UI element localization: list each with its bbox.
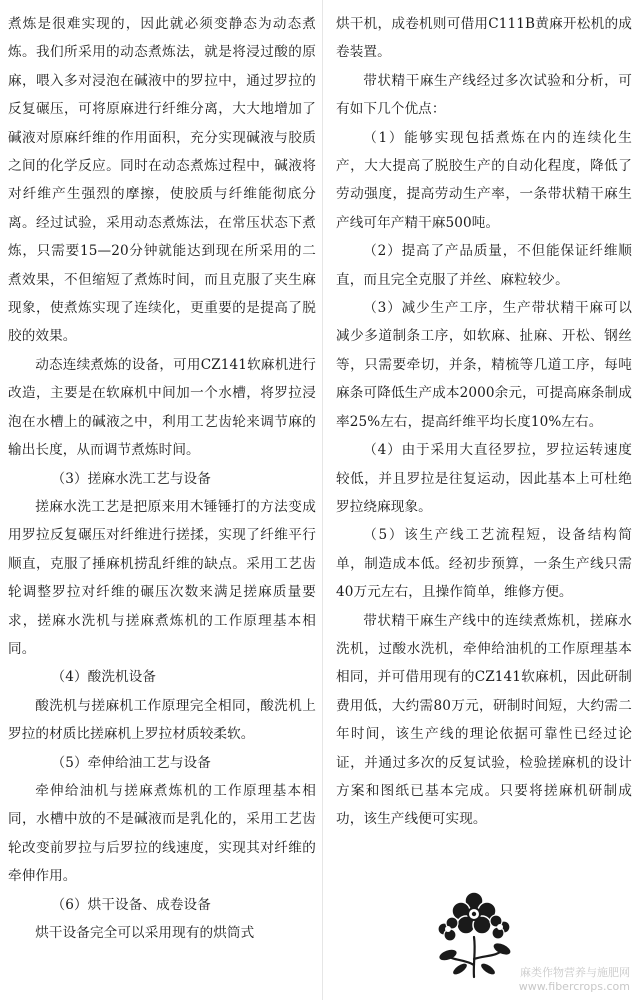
section-heading-4: （4）酸洗机设备 (51, 669, 157, 686)
advantage-item-1: （1）能够实现包括煮炼在内的连续化生产，大大提高了脱胶生产的自动化程度，降低了劳动强度，提高劳动生产率，一条带状精干麻生产线可年产精干麻500吨。 (336, 129, 632, 231)
watermark-url: www.fibercrops.com (518, 980, 630, 993)
site-watermark (519, 966, 630, 994)
left-paragraph-4: 酸洗机与搓麻机工作原理完全相同，酸洗机上罗拉的材质比搓麻机上罗拉材质较柔软。 (8, 697, 316, 743)
watermark-title: 麻类作物营养与施肥网 (520, 966, 630, 979)
left-paragraph-1: 煮炼是很难实现的，因此就必须变静态为动态煮炼。我们所采用的动态煮炼法，就是将浸过酸的原麻，喂入多对浸泡在碱液中的罗拉中，通过罗拉的反复碾压，可将原麻进行纤维分离，大大地增加了碱液对原麻纤维的作用面积，充分实现碱液与胶质之间的化学反应。同时在动态煮炼过程中，碱液将对纤维产生强烈的摩擦，使胶质与纤维能彻底分离。经过试验，采用动态煮炼法，在常压状态下煮炼，只需要15—20分钟就能达到现在所采用的二煮效果，不但缩短了煮炼时间，而且克服了夹生麻现象，使煮炼实现了连续化，更重要的是提高了脱胶的效果。 (8, 16, 316, 345)
advantage-item-5: （5）该生产线工艺流程短，设备结构简单，制造成本低。经初步预算，一条生产线只需40万元左右，且操作简单，维修方便。 (336, 527, 632, 601)
left-paragraph-5: 牵伸给油机与搓麻煮炼机的工作原理基本相同，水槽中放的不是碱液而是乳化的，采用工艺齿轮改变前罗拉与后罗拉的线速度，实现其对纤维的牵伸作用。 (8, 782, 316, 885)
advantage-item-2: （2）提高了产品质量，不但能保证纤维顺直，而且完全克服了并丝、麻粒较少。 (336, 243, 632, 288)
right-paragraph-3: 带状精干麻生产线中的连续煮炼机，搓麻水洗机，过酸水洗机，牵伸给油机的工作原理基本相同，并可借用现有的CZ141软麻机，因此研制费用低，大约需80万元，研制时间短，大约需二年时间，该生产线的理论依据可靠性已经过论证，并通过多次的反复试验，检验搓麻机的设计方案和图纸已基本完成。只要将搓麻机研制成功，该生产线便可实现。 (336, 612, 632, 828)
section-heading-3: （3）搓麻水洗工艺与设备 (51, 470, 211, 487)
section-heading-6: （6）烘干设备、成卷设备 (51, 896, 211, 913)
advantage-item-3: （3）减少生产工序，生产带状精干麻可以减少多道制条工序，如软麻、扯麻、开松、钢丝等，只需要牵切，并条，精梳等几道工序，每吨麻条可降低生产成本2000余元，可提高麻条制成率25%左右，提高纤维平均长度10%左右。 (336, 300, 632, 430)
left-column (8, 10, 316, 947)
flower-ornament-icon (430, 885, 518, 980)
left-paragraph-3: 搓麻水洗工艺是把原来用木锤锤打的方法变成用罗拉反复碾压对纤维进行搓揉，实现了纤维平行顺直，克服了捶麻机捞乱纤维的缺点。采用工艺齿轮调整罗拉对纤维的碾压次数来满足搓麻质量要求，搓麻水洗机与搓麻煮炼机的工作原理基本相同。 (8, 498, 316, 657)
left-paragraph-2: 动态连续煮炼的设备，可用CZ141软麻机进行改造，主要是在软麻机中间加一个水槽，将罗拉浸泡在水槽上的碱液之中，利用工艺齿轮来调节麻的输出长度，从而调节煮炼时间。 (8, 356, 316, 459)
section-heading-5: （5）牵伸给油工艺与设备 (51, 754, 211, 771)
right-paragraph-1: 烘干机，成卷机则可借用C111B黄麻开松机的成卷装置。 (336, 16, 632, 61)
right-column (336, 10, 632, 834)
column-gutter (322, 0, 323, 1000)
right-paragraph-2: 带状精干麻生产线经过多次试验和分析，可有如下几个优点： (336, 72, 632, 118)
advantage-item-4: （4）由于采用大直径罗拉，罗拉运转速度较低，并且罗拉是往复运动，因此基本上可杜绝罗拉绕麻现象。 (336, 442, 632, 515)
left-paragraph-6: 烘干设备完全可以采用现有的烘筒式 (35, 925, 255, 941)
